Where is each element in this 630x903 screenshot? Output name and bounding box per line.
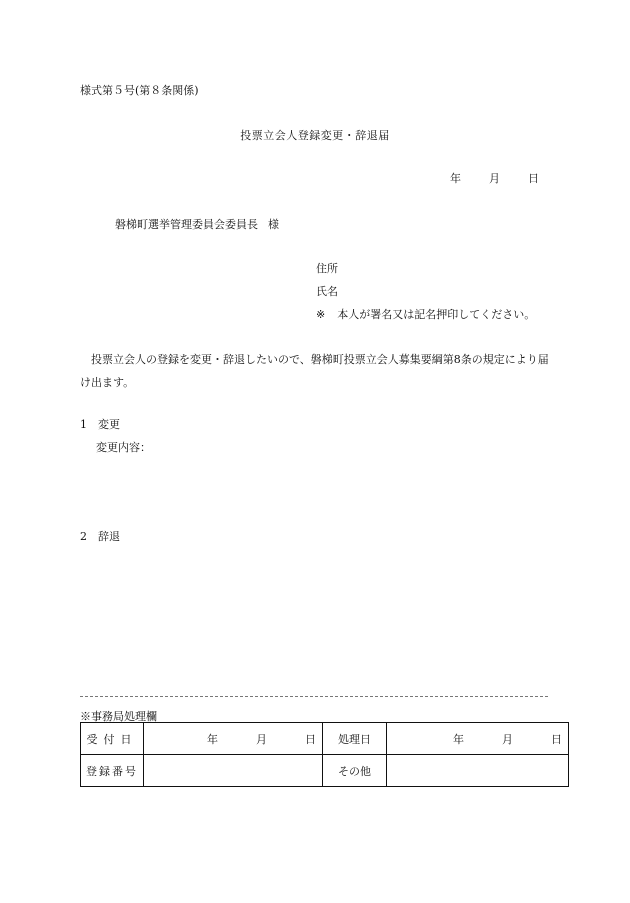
received-month: 月 (256, 732, 267, 746)
registration-number-cell (144, 755, 323, 787)
processed-year: 年 (453, 732, 464, 746)
note-mark: ※ (316, 308, 326, 321)
processed-date-cell (387, 723, 569, 755)
document-title: 投票立会人登録変更・辞退届 (240, 129, 390, 142)
addressee-name: 磐梯町選挙管理委員会委員長 (115, 218, 258, 231)
applicant-name-label: 氏名 (316, 285, 338, 298)
other-cell (387, 755, 569, 787)
date-month-label: 月 (489, 172, 500, 185)
received-date-cell (144, 723, 323, 755)
section-change (80, 416, 120, 432)
received-date-label: 受付日 (81, 723, 144, 755)
table-row (81, 755, 569, 787)
table-row (81, 723, 569, 755)
processed-day: 日 (551, 732, 562, 746)
cut-line-divider (80, 696, 548, 697)
note-text: 本人が署名又は記名押印してください。 (337, 308, 536, 321)
registration-number-label: 登録番号 (81, 755, 144, 787)
form-number: 様式第５号(第８条関係) (80, 84, 199, 97)
addressee-honorific: 様 (268, 218, 279, 231)
received-year: 年 (207, 732, 218, 746)
applicant-address-label: 住所 (316, 262, 338, 275)
section-withdraw (80, 528, 120, 544)
section-change-label: 変更 (98, 418, 120, 431)
office-use-label: ※事務局処理欄 (80, 710, 157, 723)
section-withdraw-label: 辞退 (98, 530, 120, 543)
section-change-number: 1 (80, 418, 87, 431)
section-withdraw-number: 2 (80, 530, 87, 543)
date-day-label: 日 (528, 172, 539, 185)
signature-note (316, 306, 535, 322)
change-detail-label: 変更内容： (96, 441, 151, 454)
addressee (115, 216, 279, 232)
processed-month: 月 (502, 732, 513, 746)
office-use-table (80, 722, 569, 787)
body-text: 投票立会人の登録を変更・辞退したいので、磐梯町投票立会人募集要綱第8条の規定により届け出ます。 (80, 353, 549, 389)
received-day: 日 (305, 732, 316, 746)
submission-date (450, 170, 539, 186)
processed-date-label: 処理日 (323, 723, 387, 755)
other-label: その他 (323, 755, 387, 787)
date-year-label: 年 (450, 172, 461, 185)
